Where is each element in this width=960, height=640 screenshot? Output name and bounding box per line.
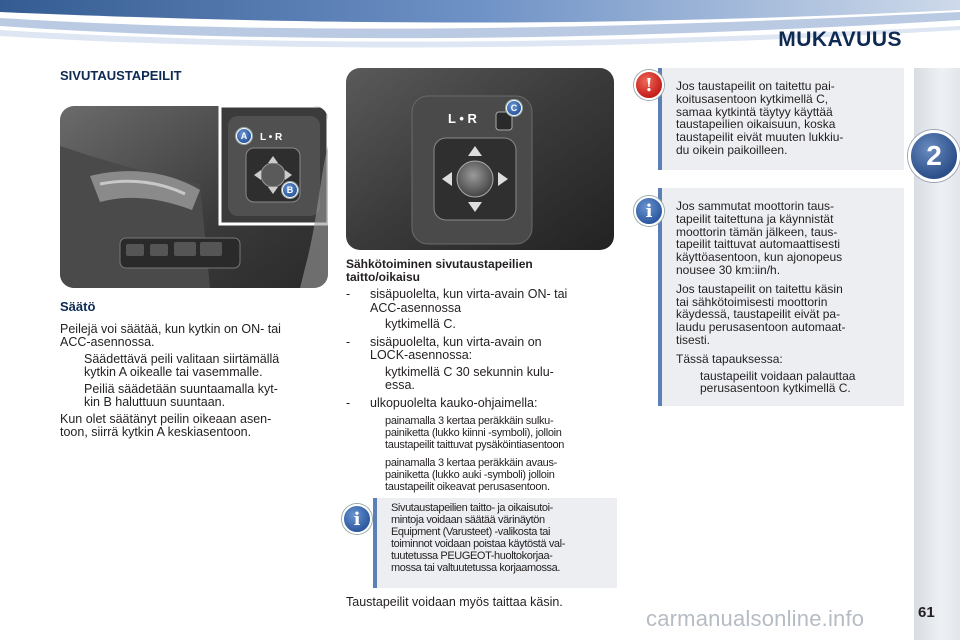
text-line: painiketta (lukko kiinni -symboli), jolloin <box>385 427 562 439</box>
text-line: Säädettävä peili valitaan siirtämällä <box>84 351 280 366</box>
text-line: Equipment (Varusteet) -valikosta tai <box>391 526 551 538</box>
text-line: Peilejä voi säätää, kun kytkin on ON- tai <box>60 321 281 336</box>
adjust-section <box>60 300 320 440</box>
text-line: taustapeilit eivät muuten lukkiu- <box>676 130 844 145</box>
dash: - <box>346 395 351 410</box>
text-line: käyttöasentoon, kun ajonopeus <box>676 250 843 265</box>
text-line: Jos taustapeilit on taitettu käsin <box>676 281 843 296</box>
fold-item-3 <box>346 397 614 411</box>
text-line: sisäpuolelta, kun virta-avain on <box>370 334 542 349</box>
text-line: du oikein paikoilleen. <box>676 142 788 157</box>
watermark-footer: carmanualsonline.info <box>646 606 865 631</box>
text-line: taustapeilit oikeavat perusasentoon. <box>385 481 550 493</box>
text-line: laudu perusasentoon automaat- <box>676 320 846 335</box>
fold-sub-1 <box>370 318 614 332</box>
adjust-heading: Säätö <box>60 299 96 314</box>
warning-box <box>658 68 904 170</box>
text-line: samaa kytkintä täytyy käyttää <box>676 104 833 119</box>
info-text <box>676 200 898 395</box>
text-line: painamalla 3 kertaa peräkkäin avaus- <box>385 457 558 469</box>
info-icon: i <box>634 196 664 226</box>
text-line: nousee 30 km:iin/h. <box>676 262 781 277</box>
text-line: ACC-asennossa. <box>60 335 155 349</box>
text-line: mossa tai valtuutetussa korjaamossa. <box>391 562 561 574</box>
text-line: taustapeilit taittuvat pysäköintiasentoon <box>385 439 565 451</box>
adjust-outro <box>60 413 320 440</box>
dash: - <box>346 287 351 301</box>
text-line: tai sähkötoimisesti moottorin <box>676 294 828 309</box>
electric-fold-heading <box>346 258 614 283</box>
electric-fold-section <box>346 258 614 493</box>
text-line: Peiliä säädetään suuntaamalla kyt- <box>84 381 278 396</box>
chapter-badge: 2 <box>908 130 960 182</box>
section-title: SIVUTAUSTAPEILIT <box>60 68 182 83</box>
text-line: taustapeilit voidaan palauttaa <box>700 368 856 383</box>
info-box <box>658 188 904 406</box>
text-line: taitto/oikaisu <box>346 269 421 284</box>
text-line: käydessä, taustapeilit eivät pa- <box>676 307 841 322</box>
text-line: toiminnot voidaan poistaa käytöstä val- <box>391 538 565 550</box>
dash: - <box>346 334 351 349</box>
text-line: koitusasentoon kytkimellä C, <box>676 91 829 106</box>
text-line: Kun olet säätänyt peilin oikeaan asen- <box>60 411 272 426</box>
switch-lr-label-2: L • R <box>448 111 477 126</box>
info-paragraph-2 <box>676 283 898 347</box>
text-line: Jos taustapeilit on taitettu pai- <box>676 79 835 93</box>
info-paragraph-1 <box>676 200 898 277</box>
text-line: ACC-asennossa <box>370 300 462 315</box>
text-line: tisesti. <box>676 332 711 347</box>
text-line: painiketta (lukko auki -symboli) jolloin <box>385 469 555 481</box>
text-line: mintoja voidaan säätää värinäytön <box>391 514 545 526</box>
text-line: perusasentoon kytkimellä C. <box>700 381 851 396</box>
text-line: LOCK-asennossa: <box>370 348 473 362</box>
info-paragraph-3: Tässä tapauksessa: <box>676 351 783 366</box>
warning-icon: ! <box>634 70 664 100</box>
page-number: 61 <box>918 604 935 621</box>
adjust-intro <box>60 323 320 350</box>
warning-text <box>676 80 898 157</box>
text-line: toon, siirrä kytkin A keskiasentoon. <box>60 425 252 439</box>
text-line: tuutetussa PEUGEOT-huoltokorjaa- <box>391 550 553 562</box>
fold-item-2 <box>346 336 614 393</box>
switch-lr-label: L • R <box>260 132 283 143</box>
text-line: ulkopuolelta kauko-ohjaimella: <box>370 395 538 410</box>
text-line: Sähkötoiminen sivutaustapeilien <box>346 257 533 271</box>
remote-unlock-item <box>370 457 614 493</box>
text-line: kin B haluttuun suuntaan. <box>84 395 226 409</box>
fold-sub-2 <box>370 366 614 393</box>
text-line: painamalla 3 kertaa peräkkäin sulku- <box>385 415 554 427</box>
manual-fold-text: Taustapeilit voidaan myös taittaa käsin. <box>346 595 563 609</box>
text-line: sisäpuolelta, kun virta-avain ON- tai <box>370 287 568 301</box>
callout-c: C <box>506 100 522 116</box>
callout-a: A <box>236 128 252 144</box>
text-line: essa. <box>385 378 415 392</box>
text-line: kytkin A oikealle tai vasemmalle. <box>84 365 263 379</box>
text-line: moottorin tämän jälkeen, taus- <box>676 224 838 239</box>
equipment-info-text <box>391 502 613 574</box>
equipment-info-note <box>373 498 617 588</box>
text-line: tapeilit taitettuna ja käynnistät <box>676 211 834 226</box>
text-line: Jos sammutat moottorin taus- <box>676 199 835 213</box>
adjust-bullet-1 <box>60 353 320 380</box>
text-line: taustapeilien oikaisuun, koska <box>676 117 836 132</box>
door-panel-photo <box>60 106 328 288</box>
adjust-bullet-2 <box>60 383 320 410</box>
mirror-switch-photo <box>346 68 614 250</box>
chapter-title: MUKAVUUS <box>778 28 902 51</box>
info-bullet <box>676 370 898 396</box>
info-icon: i <box>342 504 372 534</box>
text-line: kytkimellä C. <box>385 317 456 331</box>
text-line: kytkimellä C 30 sekunnin kulu- <box>385 364 554 379</box>
fold-item-1 <box>346 288 614 332</box>
text-line: Sivutaustapeilien taitto- ja oikaisutoi- <box>391 502 553 514</box>
remote-lock-item <box>370 415 614 451</box>
callout-b: B <box>282 182 298 198</box>
text-line: tapeilit taittuvat automaattisesti <box>676 237 841 252</box>
